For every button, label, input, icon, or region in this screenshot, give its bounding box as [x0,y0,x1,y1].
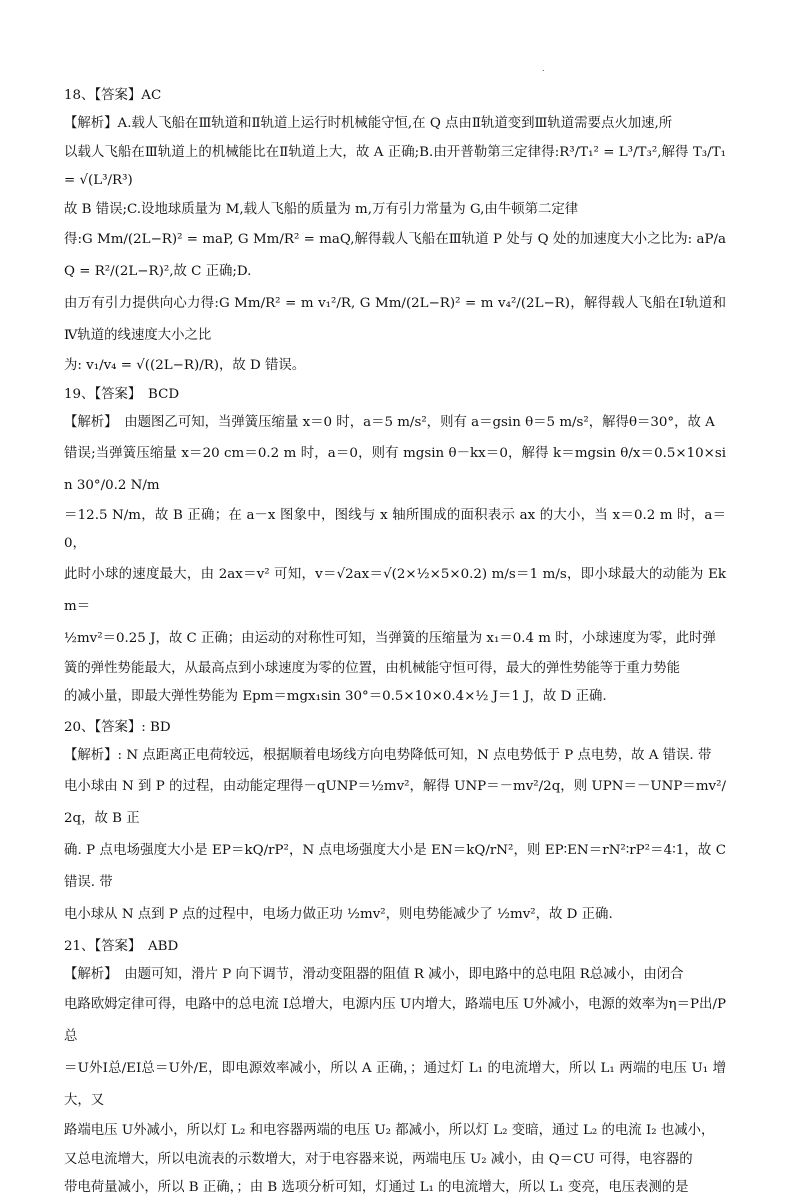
q18-line-3: 故 B 错误;C.设地球质量为 M,载人飞船的质量为 m,万有引力常量为 G,由牛顿第二定律 [64,201,579,217]
q18-line-5: 由万有引力提供向心力得:G Mm/R² = m v₁²/R, G Mm/(2L−R)² = m v₄²/(2L−R)，解得载人飞船在Ⅰ轨道和Ⅳ轨道的线速度大小之比 [64,296,726,344]
q21-answer: 21、【答案】 ABD [64,938,179,954]
q21-line-5: 又总电流增大，所以电流表的示数增大，对于电容器来说，两端电压 U₂ 减小，由 Q＝CU 可得，电容器的 [64,1151,693,1167]
q19-line-4: 此时小球的速度最大，由 2ax＝v² 可知，v＝√2ax＝√(2×½×5×0.2) m/s＝1 m/s，即小球最大的动能为 Ekm＝ [64,566,726,614]
corner-mark: . [542,64,545,73]
q19-answer: 19、【答案】 BCD [64,386,180,402]
q20-answer: 20、【答案】: BD [64,719,171,735]
q19-line-6: 簧的弹性势能最大，从最高点到小球速度为零的位置，由机械能守恒可得，最大的弹性势能等于重力势能 [64,660,680,676]
q21-line-1: 【解析】 由题可知，滑片 P 向下调节，滑动变阻器的阻值 R 减小，即电路中的总电阻 R总减小，由闭合 [64,966,684,982]
q19-line-1: 【解析】 由题图乙可知，当弹簧压缩量 x＝0 时，a＝5 m/s²，则有 a＝gsin θ＝5 m/s²，解得θ＝30°，故 A [64,414,715,430]
answer-document [64,82,726,1203]
q20-line-3: 确. P 点电场强度大小是 EP＝kQ/rP²，N 点电场强度大小是 EN＝kQ/rN²，则 EP∶EN＝rN²∶rP²＝4∶1，故 C 错误. 带 [64,842,726,890]
q19-line-3: ＝12.5 N/m，故 B 正确；在 a－x 图象中，图线与 x 轴所围成的面积表示 ax 的大小，当 x＝0.2 m 时，a＝0， [64,507,726,552]
q18-line-4: 得:G Mm/(2L−R)² = maP, G Mm/R² = maQ,解得载人飞船在Ⅲ轨道 P 处与 Q 处的加速度大小之比为: aP/aQ = R²/(2L−R)²,故 C 正确;D. [64,232,726,280]
q21-line-4: 路端电压 U外减小，所以灯 L₂ 和电容器两端的电压 U₂ 都减小，所以灯 L₂ 变暗，通过 L₂ 的电流 I₂ 也减小， [64,1123,715,1139]
q20-line-2: 电小球由 N 到 P 的过程，由动能定理得－qUNP＝½mv²，解得 UNP＝－mv²/2q，则 UPN＝－UNP＝mv²/2q，故 B 正 [64,778,726,826]
q18-line-2: 以载人飞船在Ⅲ轨道上的机械能比在Ⅱ轨道上大，故 A 正确;B.由开普勒第三定律得:R³/T₁² = L³/T₃²,解得 T₃/T₁ = √(L³/R³) [64,144,726,189]
q19-line-7: 的减小量，即最大弹性势能为 Epm＝mgx₁sin 30°＝0.5×10×0.4×½ J＝1 J，故 D 正确. [64,689,607,705]
q20-line-1: 【解析】: N 点距离正电荷较远，根据顺着电场线方向电势降低可知，N 点电势低于 P 点电势，故 A 错误. 带 [64,747,712,763]
q20-line-4: 电小球从 N 点到 P 点的过程中，电场力做正功 ½mv²，则电势能减少了 ½mv²，故 D 正确. [64,906,613,922]
q19-line-5: ½mv²＝0.25 J，故 C 正确；由运动的对称性可知，当弹簧的压缩量为 x₁＝0.4 m 时，小球速度为零，此时弹 [64,630,716,646]
q18-line-1: 【解析】A.载人飞船在Ⅲ轨道和Ⅱ轨道上运行时机械能守恒,在 Q 点由Ⅱ轨道变到Ⅲ轨道需要点火加速,所 [64,116,673,131]
q21-line-3: ＝U外I总/EI总＝U外/E，即电源效率减小，所以 A 正确，；通过灯 L₁ 的电流增大，所以 L₁ 两端的电压 U₁ 增大，又 [64,1061,726,1109]
q18-line-6: 为: v₁/v₄ = √((2L−R)/R)，故 D 错误。 [64,358,306,374]
q21-line-6: 带电荷量减小，所以 B 正确，；由 B 选项分析可知，灯通过 L₁ 的电流增大，所以 L₁ 变亮，电压表测的是 [64,1180,689,1196]
q21-line-2: 电路欧姆定律可得，电路中的总电流 I总增大，电源内压 U内增大，路端电压 U外减小，电源的效率为η＝P出/P总 [64,997,726,1045]
q18-answer: 18、【答案】AC [64,88,162,103]
q19-line-2: 错误;当弹簧压缩量 x＝20 cm＝0.2 m 时，a＝0，则有 mgsin θ－kx＝0，解得 k＝mgsin θ/x＝0.5×10×sin 30°/0.2 N/m [64,445,726,493]
